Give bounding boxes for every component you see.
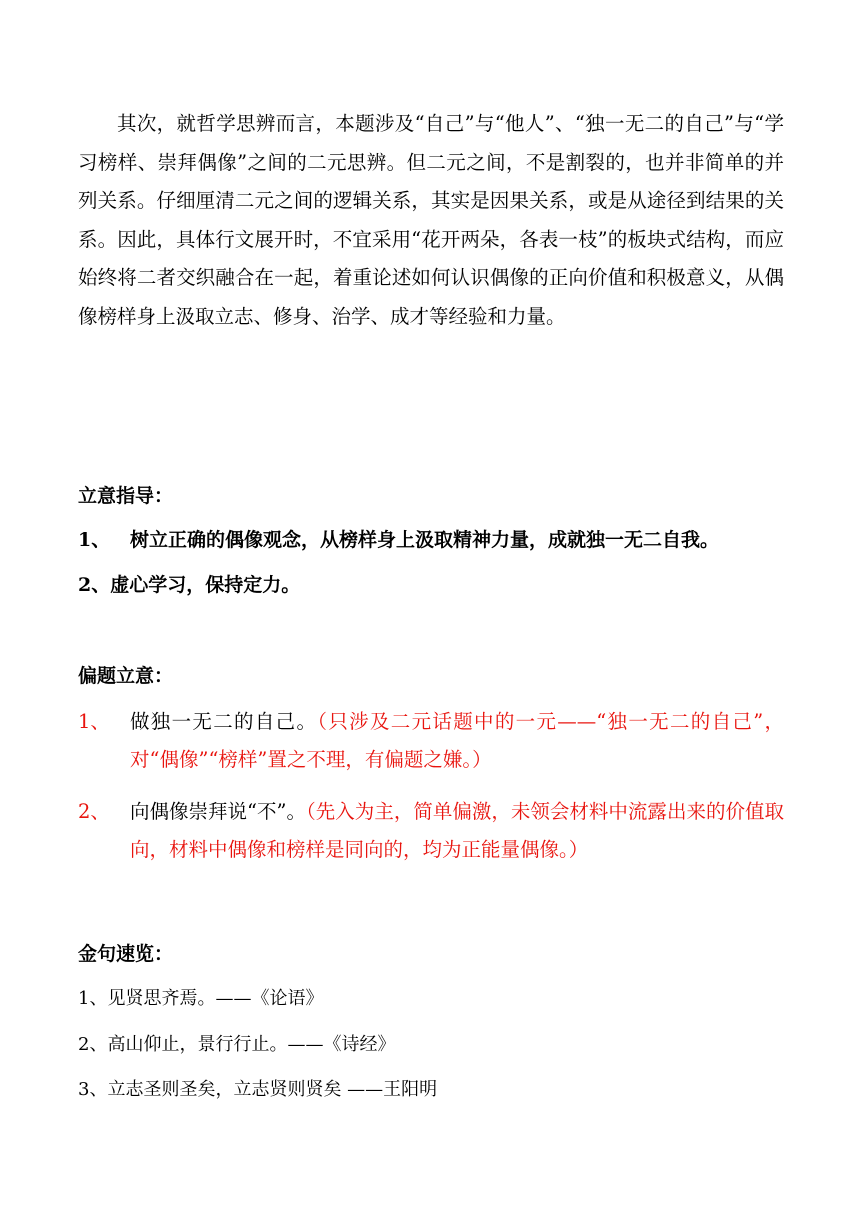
quote-item (78, 1077, 437, 1103)
off-topic-item (78, 703, 784, 783)
guidance-item-number: 2、 (78, 574, 111, 596)
off-topic-item-number: 2、 (78, 800, 110, 823)
quote-item-text: 见贤思齐焉。——《论语》 (107, 988, 324, 1009)
guidance-item (78, 526, 784, 554)
off-topic-item-note: （只涉及二元话题中的一元——“独一无二的自己”，对“偶像”“榜样”置之不理，有偏题之嫌。） (130, 710, 784, 771)
off-topic-item-text: 做独一无二的自己。 (130, 710, 318, 733)
off-topic-item-body (130, 793, 784, 869)
off-topic-heading: 偏题立意： (78, 665, 174, 687)
off-topic-item-number: 1、 (78, 710, 110, 733)
quote-item-number: 1、 (78, 988, 108, 1009)
guidance-item-text: 虚心学习，保持定力。 (110, 574, 301, 596)
quote-item-number: 2、 (78, 1034, 108, 1055)
quote-item (78, 1032, 395, 1058)
guidance-item-number: 1、 (78, 529, 111, 551)
guidance-heading: 立意指导： (78, 485, 174, 507)
off-topic-item (78, 793, 784, 873)
quotes-heading: 金句速览： (78, 943, 174, 965)
quote-item-text: 立志圣则圣矣，立志贤则贤矣 ——王阳明 (107, 1079, 438, 1100)
quote-item (78, 986, 323, 1012)
quote-item-number: 3、 (78, 1079, 108, 1100)
guidance-item-text: 树立正确的偶像观念，从榜样身上汲取精神力量，成就独一无二自我。 (130, 529, 720, 551)
quote-item-text: 高山仰止，景行行止。——《诗经》 (107, 1034, 396, 1055)
off-topic-item-body (130, 703, 784, 779)
off-topic-item-text: 向偶像崇拜说“不”。 (130, 800, 307, 823)
intro-paragraph: 其次，就哲学思辨而言，本题涉及“自己”与“他人”、“独一无二的自己”与“学习榜样、崇拜偶像”之间的二元思辨。但二元之间，不是割裂的，也并非简单的并列关系。仔细厘清二元之间的逻辑关系，其实是因果关系，或是从途径到结果的关系。因此，具体行文展开时，不宜采用“花开两朵，各表一枝”的板块式结构，而应始终将二者交织融合在一起，着重论述如何认识偶像的正向价值和积极意义，从偶像榜样身上汲取立志、修身、治学、成才等经验和力量。 (78, 112, 784, 328)
off-topic-item-note: （先入为主，简单偏激，未领会材料中流露出来的价值取向，材料中偶像和榜样是同向的，均为正能量偶像。） (130, 800, 784, 861)
guidance-item (78, 571, 784, 599)
